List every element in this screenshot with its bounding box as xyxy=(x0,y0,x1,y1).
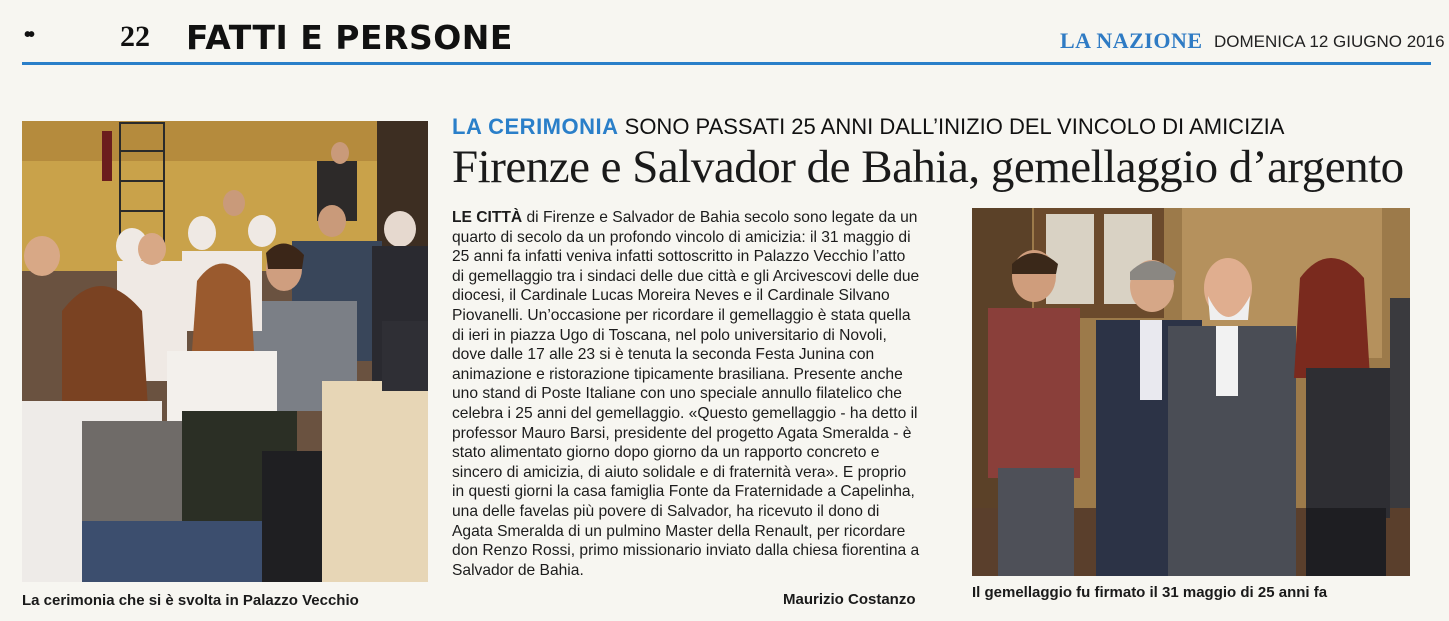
left-photo-caption: La cerimonia che si è svolta in Palazzo Vecchio xyxy=(22,592,359,609)
body-line: in questi giorni la casa famiglia Fonte da Fraternidade a Capelinha, xyxy=(452,483,915,501)
body-line: celebra i 25 anni del gemellaggio. «Questo gemellaggio - ha detto il xyxy=(452,404,918,422)
body-line: stato alimentato giorno dopo giorno da un rapporto concreto e xyxy=(452,444,880,462)
article-headline: Firenze e Salvador de Bahia, gemellaggio d’argento xyxy=(452,141,1404,193)
ceremony-photo-image xyxy=(22,121,428,582)
body-line: di ieri in piazza Ugo di Toscana, nel polo universitario di Novoli, xyxy=(452,326,887,344)
body-line: quarto di secolo da un profondo vincolo di amicizia: il 31 maggio di xyxy=(452,228,911,246)
article-kicker xyxy=(452,114,1284,140)
issue-date: DOMENICA 12 GIUGNO 2016 xyxy=(1214,32,1445,51)
body-line: di gemellaggio tra i sindaci delle due città e gli Arcivescovi delle due xyxy=(452,267,920,285)
header-rule xyxy=(22,62,1431,65)
body-line: una delle favelas più povere di Salvador, ha ricevuto il dono di xyxy=(452,502,880,520)
section-title: FATTI E PERSONE xyxy=(186,18,513,57)
lead-in: LE CITTÀ xyxy=(452,209,523,226)
article-author: Maurizio Costanzo xyxy=(783,591,916,608)
signing-anniversary-photo xyxy=(972,208,1410,576)
body-line: professor Mauro Barsi, presidente del progetto Agata Smeralda - è xyxy=(452,424,912,442)
ceremony-photo xyxy=(22,121,428,582)
body-line: uno stand di Poste Italiane con uno speciale annullo filatelico che xyxy=(452,385,902,403)
page-header xyxy=(0,0,1449,66)
signing-anniversary-photo-image xyxy=(972,208,1410,576)
body-line: dove dalle 17 alle 23 si è tenuta la seconda Festa Junina con xyxy=(452,346,875,364)
body-line: 25 anni fa infatti veniva infatti sottoscritto in Palazzo Vecchio l’atto xyxy=(452,248,906,266)
page-number: 22 xyxy=(120,20,150,53)
page-marker-dots: •• xyxy=(24,24,33,46)
newspaper-name: LA NAZIONE xyxy=(1060,28,1203,53)
body-line: diocesi, il Cardinale Lucas Moreira Neves e il Cardinale Silvano xyxy=(452,287,890,305)
body-line xyxy=(452,208,952,228)
article-body xyxy=(452,208,952,580)
body-line: Piovanelli. Un’occasione per ricordare il gemellaggio è stata quella xyxy=(452,306,911,324)
body-line: Salvador de Bahia. xyxy=(452,561,584,579)
body-line: Agata Smeralda di un pulmino Master della Renault, per ricordare xyxy=(452,522,906,540)
body-line: sincero di amicizia, di aiuto solidale e di fraternità vera». E proprio xyxy=(452,463,907,481)
right-photo-caption: Il gemellaggio fu firmato il 31 maggio di 25 anni fa xyxy=(972,584,1328,601)
body-text: di Firenze e Salvador de Bahia secolo sono legate da un xyxy=(522,209,918,226)
body-line: animazione e ristorazione tipicamente brasiliana. Presente anche xyxy=(452,365,903,383)
kicker-text: SONO PASSATI 25 ANNI DALL’INIZIO DEL VINCOLO DI AMICIZIA xyxy=(624,114,1285,139)
body-line: don Renzo Rossi, primo missionario inviato dalla chiesa fiorentina a xyxy=(452,542,920,560)
kicker-label: LA CERIMONIA xyxy=(452,114,619,139)
